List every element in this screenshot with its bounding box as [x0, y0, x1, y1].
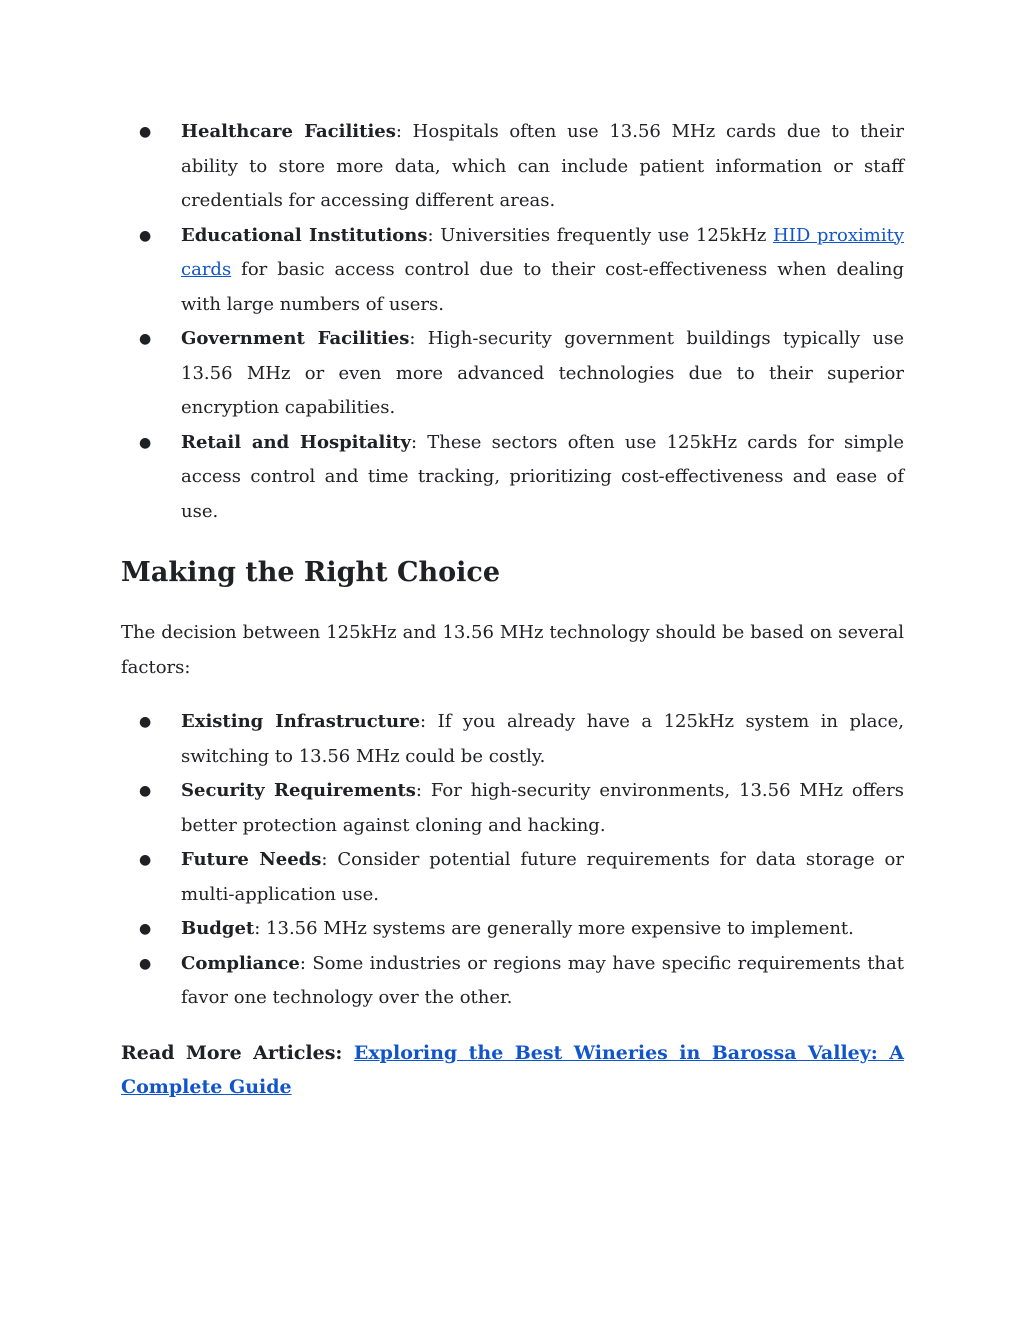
list-item-term: Security Requirements: [181, 780, 416, 801]
list-item-text: These sectors often use 125kHz cards for simple access control and time tracking, prioritizing cost-effectiveness and ease of use.: [181, 431, 904, 522]
intro-paragraph: The decision between 125kHz and 13.56 MHz technology should be based on several factors:: [121, 622, 904, 678]
document-content: [121, 115, 904, 1124]
read-more-label: Read More Articles:: [121, 1041, 354, 1064]
bullet-icon: ●: [139, 331, 152, 347]
bullet-icon: ●: [139, 955, 152, 972]
list-item-text: Some industries or regions may have specific requirements that favor one technology over the other.: [181, 952, 904, 1008]
list-item: ● Budget: 13.56 MHz systems are generally more expensive to implement.: [121, 912, 904, 947]
bullet-icon: ●: [139, 714, 152, 730]
list-item: ● Security Requirements: For high-security environments, 13.56 MHz offers better protection against cloning and hacking.: [121, 774, 904, 843]
list-item-term: Educational Institutions: [181, 224, 428, 246]
list-item-text: Consider potential future requirements for data storage or multi-application use.: [181, 849, 905, 905]
list-item: ● Existing Infrastructure: If you already have a 125kHz system in place, switching to 13.56 MHz could be costly.: [121, 705, 904, 774]
bullet-icon: ●: [139, 783, 152, 799]
list-item-text: Universities frequently use 125kHz: [433, 224, 774, 246]
list-item-term: Existing Infrastructure: [181, 711, 421, 732]
bullet-icon: ●: [139, 852, 152, 868]
section-heading: Making the Right Choice: [121, 557, 501, 588]
list-item-term: Future Needs: [181, 849, 322, 870]
read-more: [121, 1036, 904, 1105]
use-cases-list: [121, 115, 904, 529]
list-item-term: Healthcare Facilities: [181, 121, 396, 142]
list-item: ● Healthcare Facilities: Hospitals often use 13.56 MHz cards due to their ability to store more data, which can include patient information or staff credentials for accessing different areas.: [121, 115, 904, 219]
list-item: ● Compliance: Some industries or regions may have specific requirements that favor one technology over the other.: [121, 947, 904, 1016]
list-item-text: If you already have a 125kHz system in place, switching to 13.56 MHz could be costly.: [181, 711, 904, 767]
list-item-text: for basic access control due to their cost-effectiveness when dealing with large numbers of users.: [181, 259, 904, 315]
bullet-icon: ●: [139, 921, 152, 937]
list-item-text: High-security government buildings typically use 13.56 MHz or even more advanced technologies due to their superior encryption capabilities.: [181, 328, 904, 418]
list-item: ● Retail and Hospitality: These sectors often use 125kHz cards for simple access control and time tracking, prioritizing cost-effectiveness and ease of use.: [121, 426, 904, 530]
list-item-term: Retail and Hospitality: [181, 431, 411, 453]
list-item-term: Budget: [181, 918, 255, 939]
spacer: [121, 685, 904, 705]
hid-proximity-cards-link[interactable]: HID proximity cards: [181, 224, 904, 280]
bullet-icon: ●: [139, 434, 152, 451]
list-item: ● Future Needs: Consider potential future requirements for data storage or multi-application use.: [121, 843, 904, 912]
list-item-text: 13.56 MHz systems are generally more expensive to implement.: [260, 918, 854, 939]
list-item: ● Government Facilities: High-security government buildings typically use 13.56 MHz or even more advanced technologies due to their superior encryption capabilities.: [121, 322, 904, 426]
list-item-term: Compliance: [181, 952, 300, 974]
list-item-term: Government Facilities: [181, 328, 410, 349]
list-item-text: For high-security environments, 13.56 MHz offers better protection against cloning and hacking.: [181, 780, 905, 836]
factors-list: [121, 705, 904, 1016]
list-item-text: Hospitals often use 13.56 MHz cards due to their ability to store more data, which can include patient information or staff credentials for accessing different areas.: [181, 121, 904, 211]
bullet-icon: ●: [139, 124, 152, 140]
read-more-link[interactable]: Exploring the Best Wineries in Barossa Valley: A Complete Guide: [121, 1041, 904, 1098]
bullet-icon: ●: [139, 227, 152, 244]
list-item: ● Educational Institutions: Universities frequently use 125kHz HID proximity cards for basic access control due to their cost-effectiveness when dealing with large numbers of users.: [121, 219, 904, 323]
